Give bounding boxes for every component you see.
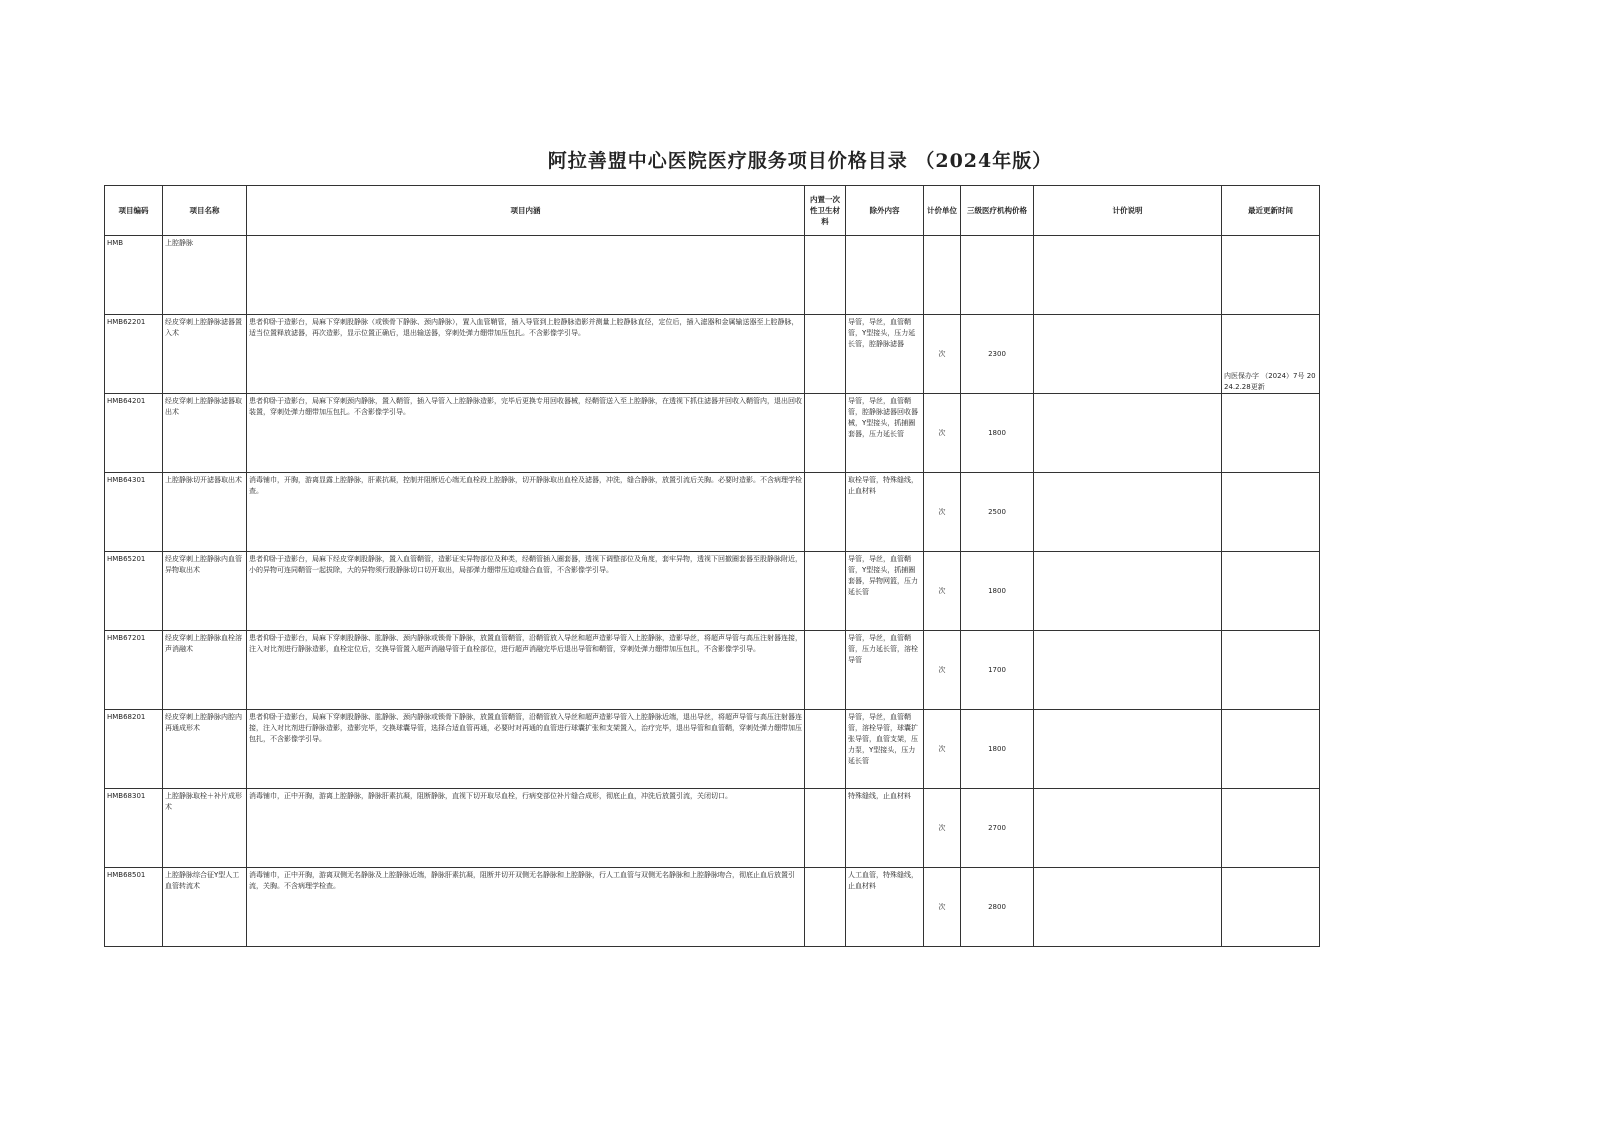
cell-unit: 次 <box>924 473 961 552</box>
cell-code: HMB64201 <box>105 394 163 473</box>
cell-material <box>805 315 846 394</box>
cell-desc <box>1034 710 1222 789</box>
table-row <box>105 710 1320 789</box>
price-table <box>104 185 1320 947</box>
cell-content: 患者仰卧于造影台，局麻下穿刺颈内静脉，置入鞘管，插入导管入上腔静脉造影，完毕后更换专用回收器械，经鞘管送入至上腔静脉，在透视下抓住滤器并回收入鞘管内，退出回收装置，穿刺处弹力绷带加压包扎。不含影像学引导。 <box>247 394 805 473</box>
cell-exclude: 导管，导丝，血管鞘管，溶栓导管，球囊扩张导管，血管支架，压力泵，Y型接头，压力延长管 <box>846 710 924 789</box>
cell-content: 患者仰卧于造影台，局麻下穿刺股静脉、肱静脉、颈内静脉或锁骨下静脉，放置血管鞘管，沿鞘管放入导丝和超声造影导管入上腔静脉，造影导丝，将超声导管与高压注射器连接，注入对比剂进行静脉造影，血栓定位后，交换导管置入超声消融导管于血栓部位，进行超声消融完毕后退出导管和鞘管，穿刺处弹力绷带加压包扎，不含影像学引导。 <box>247 631 805 710</box>
cell-desc <box>1034 236 1222 315</box>
cell-update <box>1222 631 1320 710</box>
table-row <box>105 394 1320 473</box>
cell-material <box>805 236 846 315</box>
cell-price: 2800 <box>961 868 1034 947</box>
cell-update <box>1222 473 1320 552</box>
col-header: 计价说明 <box>1034 186 1222 236</box>
cell-name: 上腔静脉综合征Y型人工血管转流术 <box>163 868 247 947</box>
cell-update <box>1222 236 1320 315</box>
cell-price: 2700 <box>961 789 1034 868</box>
update-note: 内医保办字 （2024）7号 2024.2.28更新 <box>1224 372 1316 391</box>
cell-price: 1800 <box>961 552 1034 631</box>
cell-material <box>805 868 846 947</box>
col-header: 除外内容 <box>846 186 924 236</box>
cell-name: 经皮穿刺上腔静脉内腔内再通成形术 <box>163 710 247 789</box>
cell-desc <box>1034 631 1222 710</box>
cell-content: 患者仰卧于造影台，局麻下经皮穿刺股静脉，置入血管鞘管，造影证实异物部位及种类，经鞘管插入圈套器，透视下调整部位及角度，套牢异物，透视下回撤圈套器至股静脉附近，小的异物可连同鞘管一起拔除，大的异物须行股静脉切口切开取出，局部弹力绷带压迫或缝合血管，不含影像学引导。 <box>247 552 805 631</box>
cell-price: 2500 <box>961 473 1034 552</box>
cell-unit: 次 <box>924 631 961 710</box>
table-row <box>105 868 1320 947</box>
cell-update <box>1222 789 1320 868</box>
cell-name: 上腔静脉取栓＋补片成形术 <box>163 789 247 868</box>
cell-name: 经皮穿刺上腔静脉滤器置入术 <box>163 315 247 394</box>
col-header: 项目编码 <box>105 186 163 236</box>
cell-code: HMB68201 <box>105 710 163 789</box>
cell-content: 消毒铺巾，正中开胸，游离上腔静脉，静脉肝素抗凝，阻断静脉，直视下切开取尽血栓，行病变部位补片缝合成形，彻底止血，冲洗后放置引流，关闭切口。 <box>247 789 805 868</box>
cell-name: 经皮穿刺上腔静脉血栓溶声消融术 <box>163 631 247 710</box>
cell-unit: 次 <box>924 868 961 947</box>
cell-unit: 次 <box>924 789 961 868</box>
cell-exclude: 导管，导丝，血管鞘管，腔静脉滤器回收器械，Y型接头，抓捕圈套器，压力延长管 <box>846 394 924 473</box>
col-header: 项目名称 <box>163 186 247 236</box>
cell-content <box>247 236 805 315</box>
cell-material <box>805 552 846 631</box>
cell-name: 上腔静脉切开滤器取出术 <box>163 473 247 552</box>
cell-desc <box>1034 789 1222 868</box>
table-row <box>105 789 1320 868</box>
cell-unit: 次 <box>924 552 961 631</box>
header-row <box>105 186 1320 236</box>
cell-exclude: 人工血管，特殊缝线，止血材料 <box>846 868 924 947</box>
table-row <box>105 473 1320 552</box>
cell-price: 1700 <box>961 631 1034 710</box>
cell-update <box>1222 868 1320 947</box>
cell-name: 上腔静脉 <box>163 236 247 315</box>
col-header: 三级医疗机构价格 <box>961 186 1034 236</box>
col-header: 计价单位 <box>924 186 961 236</box>
table-row <box>105 552 1320 631</box>
cell-material <box>805 631 846 710</box>
cell-update <box>1222 394 1320 473</box>
cell-content: 患者仰卧于造影台，局麻下穿刺股静脉、肱静脉、颈内静脉或锁骨下静脉，放置血管鞘管，沿鞘管放入导丝和超声造影导管入上腔静脉近端，退出导丝，将超声导管与高压注射器连接，注入对比剂进行静脉造影，造影完毕，交换球囊导管，选择合适血管再通，必要时对再通的血管进行球囊扩张和支架置入，治疗完毕，退出导管和血管鞘，穿刺处弹力绷带加压包扎，不含影像学引导。 <box>247 710 805 789</box>
cell-code: HMB68301 <box>105 789 163 868</box>
cell-unit: 次 <box>924 394 961 473</box>
cell-material <box>805 710 846 789</box>
cell-exclude: 特殊缝线，止血材料 <box>846 789 924 868</box>
cell-unit: 次 <box>924 315 961 394</box>
cell-material <box>805 789 846 868</box>
cell-exclude: 取栓导管，特殊缝线，止血材料 <box>846 473 924 552</box>
cell-desc <box>1034 315 1222 394</box>
table-row <box>105 315 1320 394</box>
cell-update <box>1222 552 1320 631</box>
col-header: 内置一次性卫生材料 <box>805 186 846 236</box>
cell-unit: 次 <box>924 710 961 789</box>
cell-material <box>805 473 846 552</box>
cell-code: HMB <box>105 236 163 315</box>
cell-content: 患者仰卧于造影台，局麻下穿刺股静脉（或锁骨下静脉、颈内静脉），置入血管鞘管，插入导管到上腔静脉造影并测量上腔静脉直径，定位后，插入滤器和金属输送器至上腔静脉，适当位置释放滤器，再次造影，显示位置正确后，退出输送器，穿刺处弹力绷带加压包扎。不含影像学引导。 <box>247 315 805 394</box>
cell-name: 经皮穿刺上腔静脉滤器取出术 <box>163 394 247 473</box>
cell-exclude: 导管，导丝，血管鞘管，Y型接头，压力延长管，腔静脉滤器 <box>846 315 924 394</box>
col-header: 项目内涵 <box>247 186 805 236</box>
cell-update <box>1222 315 1320 394</box>
cell-exclude: 导管，导丝，血管鞘管，Y型接头，抓捕圈套器，异物网篮，压力延长管 <box>846 552 924 631</box>
cell-code: HMB65201 <box>105 552 163 631</box>
cell-content: 消毒铺巾，开胸，游离显露上腔静脉，肝素抗凝，控制并阻断近心端无血栓段上腔静脉，切开静脉取出血栓及滤器，冲洗，缝合静脉，放置引流后关胸。必要时造影。不含病理学检查。 <box>247 473 805 552</box>
cell-code: HMB68501 <box>105 868 163 947</box>
cell-code: HMB62201 <box>105 315 163 394</box>
cell-code: HMB67201 <box>105 631 163 710</box>
cell-material <box>805 394 846 473</box>
cell-exclude: 导管，导丝，血管鞘管，压力延长管，溶栓导管 <box>846 631 924 710</box>
cell-exclude <box>846 236 924 315</box>
cell-content: 消毒铺巾，正中开胸，游离双侧无名静脉及上腔静脉近端，静脉肝素抗凝，阻断并切开双侧无名静脉和上腔静脉，行人工血管与双侧无名静脉和上腔静脉吻合，彻底止血后放置引流，关胸。不含病理学检查。 <box>247 868 805 947</box>
cell-desc <box>1034 473 1222 552</box>
cell-unit <box>924 236 961 315</box>
cell-price <box>961 236 1034 315</box>
cell-update <box>1222 710 1320 789</box>
cell-code: HMB64301 <box>105 473 163 552</box>
cell-desc <box>1034 394 1222 473</box>
cell-price: 2300 <box>961 315 1034 394</box>
table-row <box>105 631 1320 710</box>
cell-price: 1800 <box>961 710 1034 789</box>
cell-name: 经皮穿刺上腔静脉内血管异物取出术 <box>163 552 247 631</box>
page-title: 阿拉善盟中心医院医疗服务项目价格目录 （2024年版） <box>547 150 1053 172</box>
cell-desc <box>1034 552 1222 631</box>
cell-price: 1800 <box>961 394 1034 473</box>
col-header: 最近更新时间 <box>1222 186 1320 236</box>
table-row <box>105 236 1320 315</box>
cell-desc <box>1034 868 1222 947</box>
